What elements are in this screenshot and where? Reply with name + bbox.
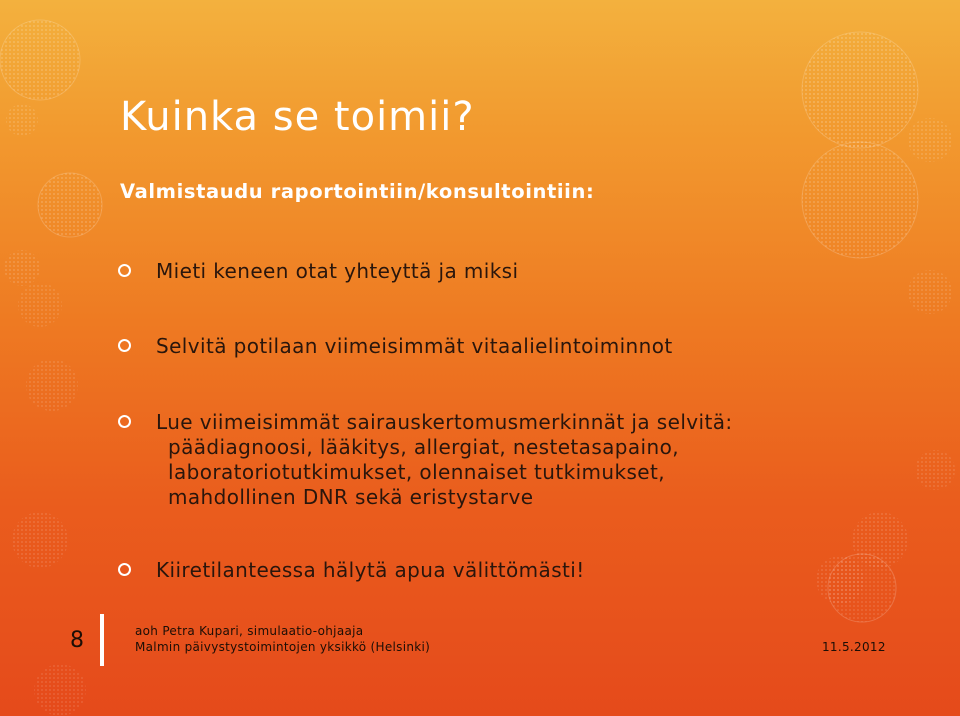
bullet-circle-icon — [118, 415, 131, 428]
footer-author: aoh Petra Kupari, simulaatio-ohjaaja — [135, 624, 364, 638]
bullet-text: Kiiretilanteessa hälytä apua välittömästi! — [156, 558, 585, 582]
footer-divider — [100, 614, 104, 666]
bubble-circle — [26, 359, 78, 411]
bubble-circle — [18, 283, 62, 327]
bullet-text: Mieti keneen otat yhteyttä ja miksi — [156, 259, 519, 283]
page-number: 8 — [70, 628, 84, 653]
footer-unit: Malmin päivystystoimintojen yksikkö (Helsinki) — [135, 640, 431, 654]
slide-title: Kuinka se toimii? — [120, 94, 475, 140]
bubble-circle — [915, 450, 955, 490]
bubble-circle — [4, 250, 40, 286]
bubble-circle — [802, 142, 918, 258]
bubble-circle — [12, 512, 68, 568]
bubble-circle — [34, 664, 86, 716]
bubble-circle — [908, 270, 952, 314]
bullet-text: Lue viimeisimmät sairauskertomusmerkinnät ja selvitä: — [156, 410, 733, 434]
bubble-circle — [6, 104, 38, 136]
bullet-continuation-line: laboratoriotutkimukset, olennaiset tutkimukset, — [168, 460, 665, 484]
footer-date: 11.5.2012 — [822, 640, 886, 654]
bullet-circle-icon — [118, 264, 131, 277]
bullet-continuation-line: mahdollinen DNR sekä eristystarve — [168, 485, 534, 509]
bubble-circle — [802, 32, 918, 148]
bullet-text: Selvitä potilaan viimeisimmät vitaalielintoiminnot — [156, 334, 673, 358]
bullet-circle-icon — [118, 563, 131, 576]
bubble-circle — [908, 118, 952, 162]
slide-subtitle: Valmistaudu raportointiin/konsultointiin: — [120, 180, 595, 203]
bullet-continuation-line: päädiagnoosi, lääkitys, allergiat, nestetasapaino, — [168, 435, 679, 459]
bullet-circle-icon — [118, 339, 131, 352]
